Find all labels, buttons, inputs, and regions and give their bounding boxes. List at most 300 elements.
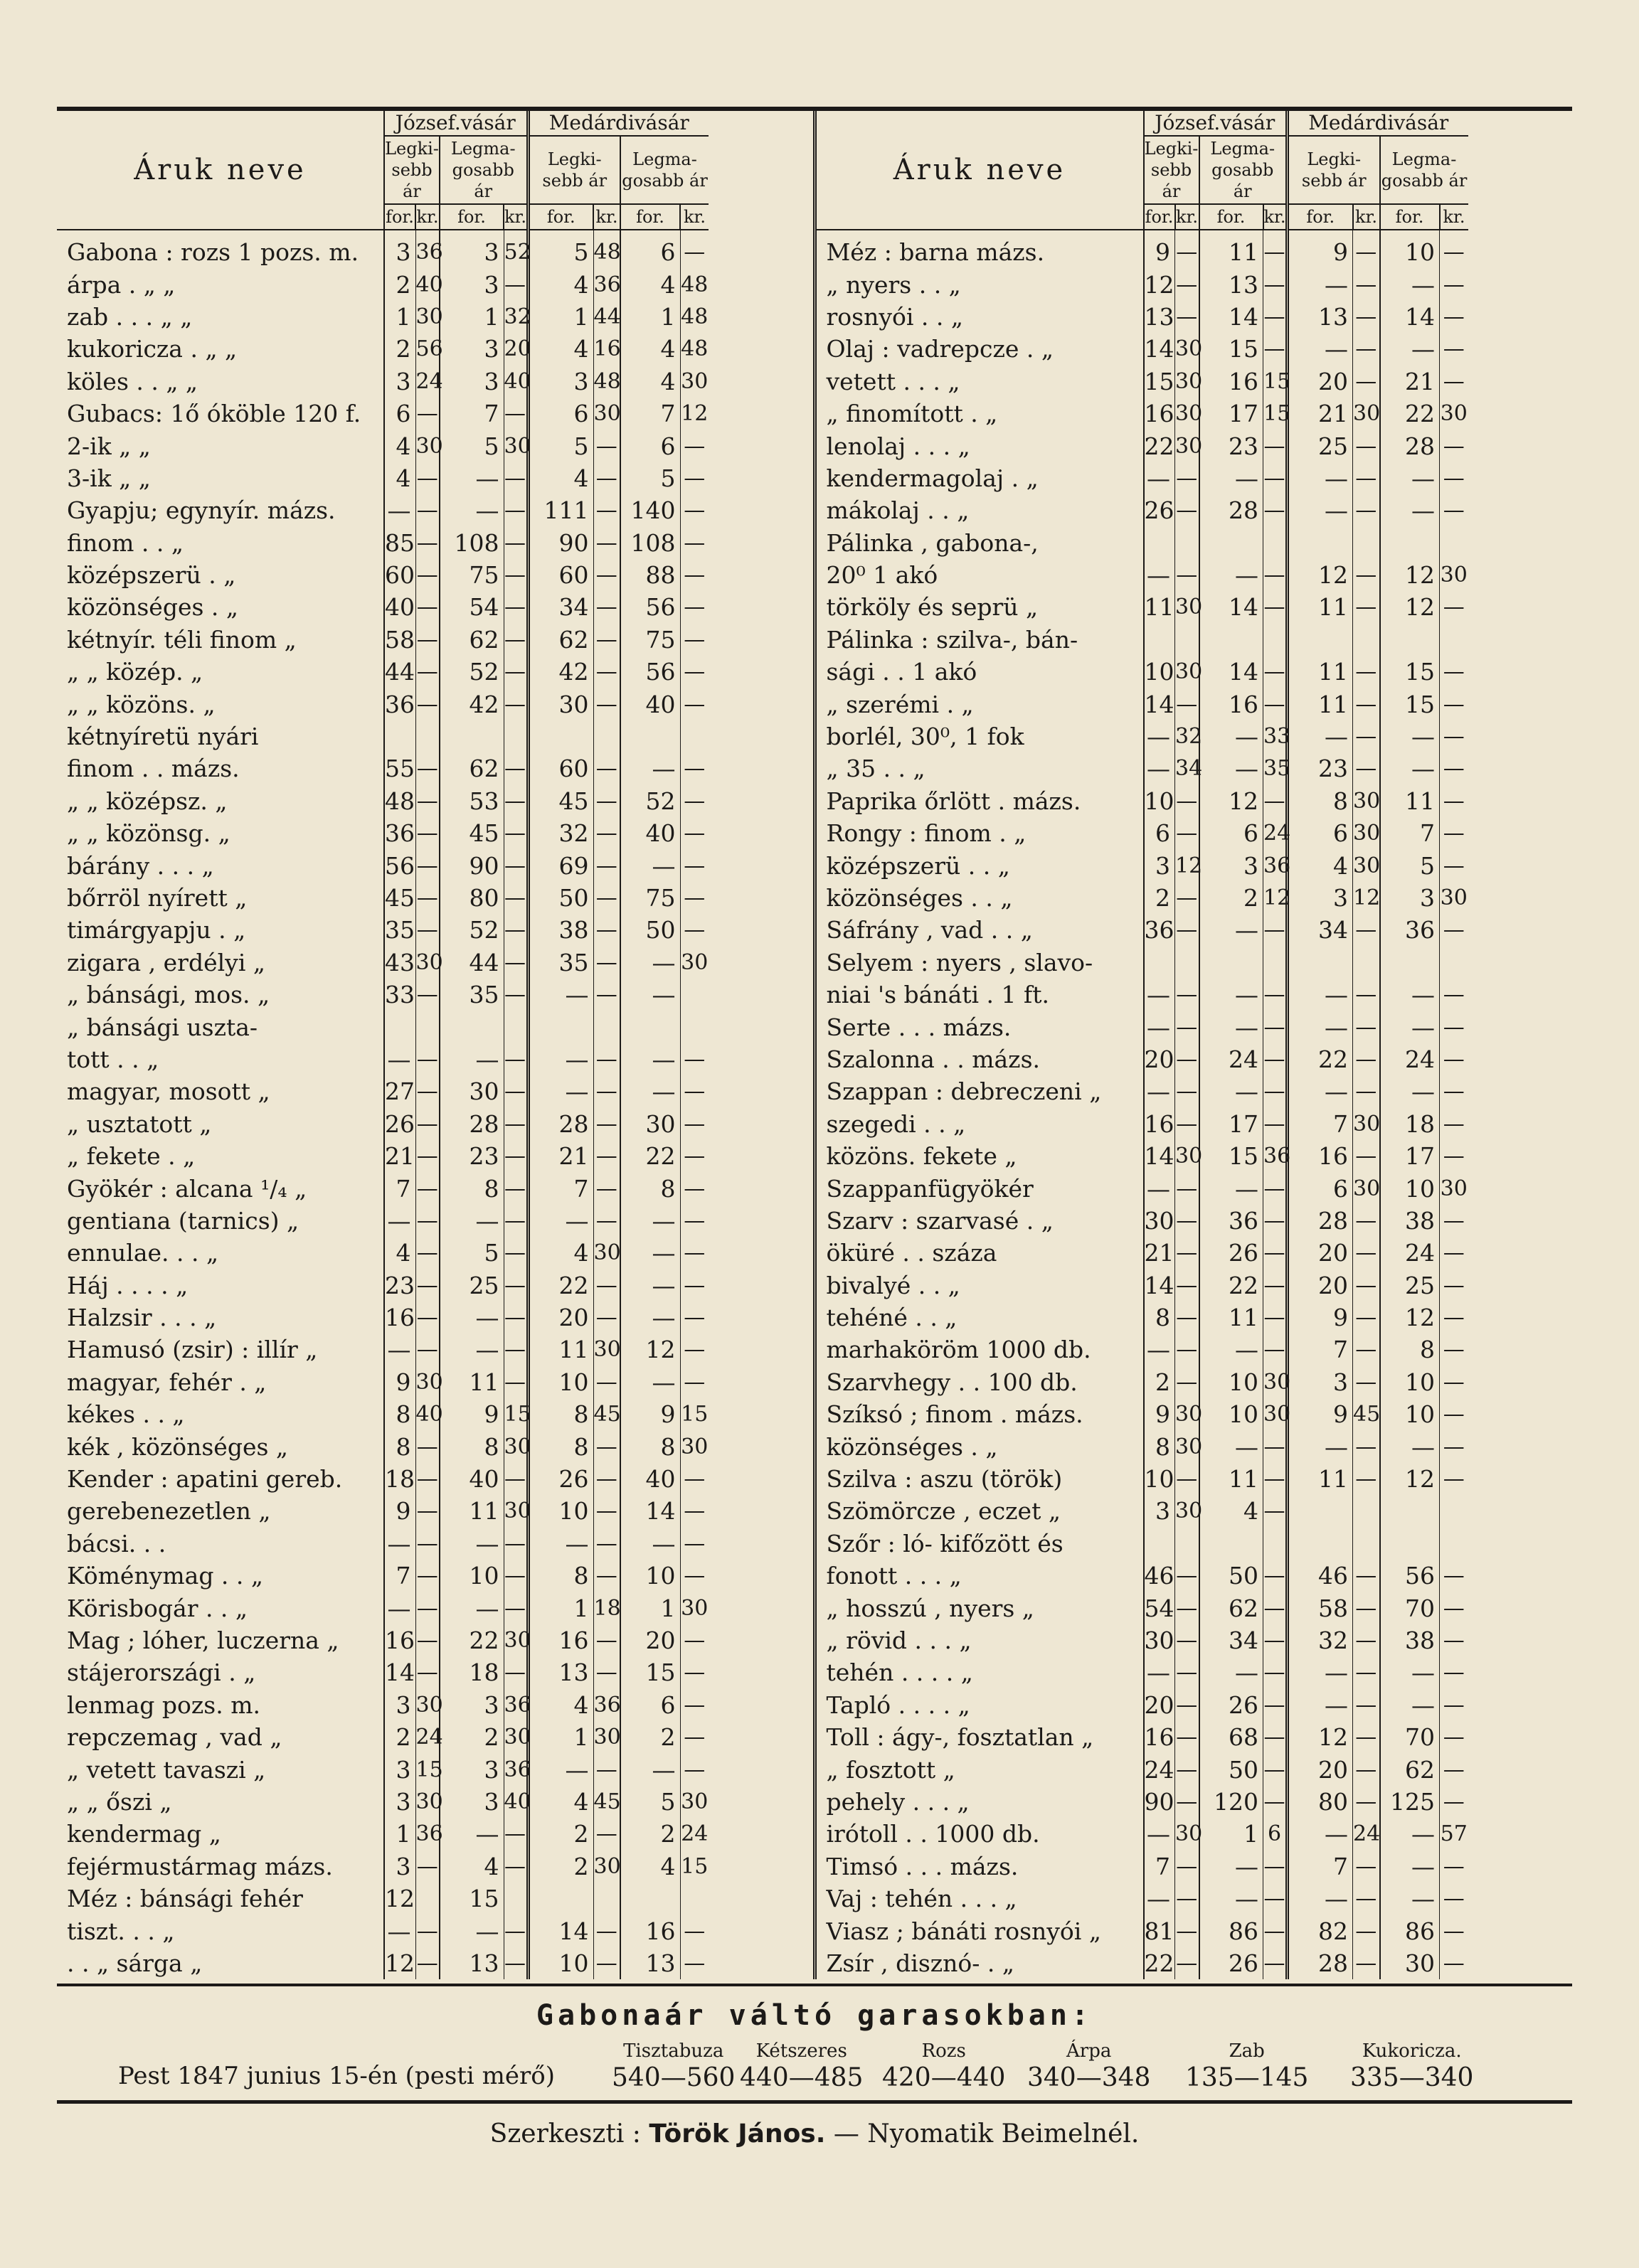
price-forint: 16 [1288, 1140, 1353, 1172]
price-forint: 22 [620, 1140, 680, 1172]
price-forint: 75 [620, 882, 680, 914]
price-krajcar: — [680, 1495, 709, 1527]
price-forint: 26 [1199, 1237, 1263, 1269]
price-krajcar: — [1175, 1624, 1199, 1656]
price-forint: 12 [1288, 1721, 1353, 1753]
price-krajcar: — [415, 688, 440, 720]
table-row [57, 979, 813, 1011]
price-forint: 28 [1380, 430, 1440, 462]
price-krajcar: — [1440, 1721, 1468, 1753]
price-forint: 8 [1144, 1430, 1175, 1462]
price-krajcar: — [593, 494, 620, 526]
price-krajcar: — [504, 1172, 528, 1204]
price-krajcar: — [1440, 1656, 1468, 1688]
price-forint: 26 [384, 1108, 415, 1140]
price-forint: 1 [528, 1721, 593, 1753]
table-row [57, 1108, 813, 1140]
price-krajcar: — [593, 882, 620, 914]
price-krajcar: — [1175, 688, 1199, 720]
price-krajcar: — [1263, 914, 1288, 946]
price-forint: 22 [1288, 1043, 1353, 1075]
table-row [817, 398, 1573, 430]
price-forint: — [528, 979, 593, 1011]
item-name: Szíksó ; finom . mázs. [826, 1400, 1083, 1429]
date-line: Pest 1847 junius 15-én (pesti mérő) [118, 2062, 555, 2091]
item-name: törköly és seprü „ [826, 593, 1039, 622]
price-forint: — [1144, 462, 1175, 494]
price-krajcar: — [1263, 1011, 1288, 1043]
item-name: kétnyír. téli finom „ [67, 625, 297, 654]
price-forint: 18 [384, 1463, 415, 1495]
price-forint: 13 [1144, 301, 1175, 333]
price-krajcar: — [1353, 1753, 1380, 1785]
item-name: Szömörcze , eczet „ [826, 1497, 1061, 1526]
item-name: „ bánsági uszta- [67, 1013, 258, 1041]
price-krajcar: — [415, 1205, 440, 1237]
price-krajcar: — [1353, 1786, 1380, 1818]
grain-price-col [1027, 2040, 1150, 2092]
price-krajcar: — [504, 1237, 528, 1269]
item-name: Zsír , disznó- . „ [826, 1949, 1014, 1977]
price-forint: 6 [1288, 1172, 1353, 1204]
price-krajcar [1353, 624, 1380, 656]
price-forint [1199, 1528, 1263, 1560]
price-krajcar: 36 [1263, 849, 1288, 881]
rows-right [817, 230, 1573, 1979]
price-forint: 15 [620, 1656, 680, 1688]
price-krajcar: — [593, 1366, 620, 1398]
price-krajcar: — [1263, 1656, 1288, 1688]
price-krajcar: — [1440, 1430, 1468, 1462]
price-krajcar [1175, 624, 1199, 656]
price-forint: 45 [528, 785, 593, 817]
price-krajcar: — [1175, 268, 1199, 300]
price-krajcar [593, 720, 620, 752]
price-forint: 2 [384, 333, 415, 365]
price-forint: 14 [1380, 301, 1440, 333]
price-forint: 17 [1199, 1108, 1263, 1140]
item-name: „ finomított . „ [826, 400, 998, 428]
price-forint [620, 1883, 680, 1915]
price-forint: 12 [384, 1947, 415, 1979]
price-krajcar: — [1263, 1333, 1288, 1365]
price-forint: — [1288, 1011, 1353, 1043]
table-row [57, 1237, 813, 1269]
price-forint: 36 [1144, 914, 1175, 946]
price-forint: — [528, 1205, 593, 1237]
price-forint: 3 [1380, 882, 1440, 914]
price-forint: 27 [384, 1075, 415, 1107]
price-krajcar: 40 [415, 268, 440, 300]
price-krajcar: 30 [1353, 1108, 1380, 1140]
price-forint: 21 [528, 1140, 593, 1172]
price-krajcar: — [1175, 1721, 1199, 1753]
price-forint: 81 [1144, 1915, 1175, 1947]
price-forint: 25 [1380, 1269, 1440, 1301]
price-krajcar: — [1175, 785, 1199, 817]
price-forint: 82 [1288, 1915, 1353, 1947]
table-row [57, 1592, 813, 1624]
price-krajcar: 30 [1175, 366, 1199, 398]
price-krajcar: — [1440, 785, 1468, 817]
price-forint: 11 [1288, 656, 1353, 688]
price-krajcar: — [680, 752, 709, 784]
grain-price-footer [57, 1986, 1572, 2100]
price-forint: 9 [1288, 230, 1353, 268]
grain-label: Kétszeres [755, 2040, 847, 2062]
table-row [817, 882, 1573, 914]
market1-header: József.vásár [1144, 111, 1288, 136]
price-forint: 38 [528, 914, 593, 946]
item-name: kendermagolaj . „ [826, 464, 1039, 492]
price-forint: — [620, 1205, 680, 1237]
price-krajcar: 30 [504, 1430, 528, 1462]
item-name: középszerü . „ [67, 561, 236, 590]
price-krajcar: — [415, 979, 440, 1011]
price-forint: — [620, 1366, 680, 1398]
price-krajcar: — [1353, 1140, 1380, 1172]
price-krajcar: — [415, 1108, 440, 1140]
price-forint: 17 [1199, 398, 1263, 430]
price-krajcar: — [1353, 1463, 1380, 1495]
table-row [817, 230, 1573, 268]
price-forint: 3 [384, 1753, 415, 1785]
price-krajcar: — [1353, 1721, 1380, 1753]
price-forint: 16 [384, 1624, 415, 1656]
price-forint [528, 720, 593, 752]
price-krajcar: — [680, 785, 709, 817]
price-krajcar: 36 [415, 1818, 440, 1850]
price-krajcar: — [1175, 1592, 1199, 1624]
table-row [817, 1495, 1573, 1527]
price-krajcar: — [1175, 1205, 1199, 1237]
price-krajcar: — [1175, 1366, 1199, 1398]
price-forint: — [620, 752, 680, 784]
price-forint: 10 [620, 1560, 680, 1592]
table-row [57, 624, 813, 656]
price-krajcar: — [1353, 430, 1380, 462]
price-forint: — [1380, 1883, 1440, 1915]
table-row [817, 1721, 1573, 1753]
price-krajcar: — [415, 1495, 440, 1527]
price-krajcar: — [1440, 1592, 1468, 1624]
table-row [817, 947, 1573, 979]
item-name: mákolaj . . „ [826, 496, 970, 525]
item-name: ennulae. . . „ [67, 1239, 219, 1267]
price-forint: 42 [440, 688, 504, 720]
price-krajcar: — [1263, 1560, 1288, 1592]
price-forint: — [384, 1592, 415, 1624]
table-row [57, 527, 813, 559]
price-krajcar: — [593, 1205, 620, 1237]
price-forint: — [384, 1043, 415, 1075]
price-krajcar: — [680, 1140, 709, 1172]
price-krajcar: 30 [504, 1721, 528, 1753]
price-forint: 26 [1144, 494, 1175, 526]
price-forint: 15 [1144, 366, 1175, 398]
price-forint: 90 [528, 527, 593, 559]
price-krajcar: 30 [1175, 1818, 1199, 1850]
table-row [817, 1333, 1573, 1365]
item-name: Olaj : vadrepcze . „ [826, 335, 1054, 363]
price-krajcar: 15 [680, 1851, 709, 1883]
price-forint: 10 [1144, 1463, 1175, 1495]
price-forint: 2 [528, 1818, 593, 1850]
price-forint: 16 [528, 1624, 593, 1656]
price-krajcar: 30 [504, 1624, 528, 1656]
price-krajcar: — [1440, 817, 1468, 849]
item-name: Körisbogár . . „ [67, 1594, 248, 1622]
price-forint: — [1380, 1851, 1440, 1883]
price-krajcar [1353, 527, 1380, 559]
price-krajcar: — [504, 1656, 528, 1688]
table-row [817, 1430, 1573, 1462]
price-krajcar: — [593, 1624, 620, 1656]
price-forint: 56 [1380, 1560, 1440, 1592]
price-krajcar: — [1440, 1786, 1468, 1818]
price-forint: 10 [1144, 785, 1175, 817]
price-forint: — [1380, 1011, 1440, 1043]
price-forint: 11 [1288, 688, 1353, 720]
price-forint: 15 [1380, 688, 1440, 720]
price-krajcar: — [1263, 1269, 1288, 1301]
price-forint: — [1144, 1172, 1175, 1204]
table-row [817, 979, 1573, 1011]
grain-label: Tisztabuza [623, 2040, 724, 2062]
price-forint: 62 [528, 624, 593, 656]
price-forint: 3 [1199, 849, 1263, 881]
price-krajcar: — [1263, 1883, 1288, 1915]
price-forint: 62 [440, 752, 504, 784]
price-krajcar: — [415, 1301, 440, 1333]
price-forint: 45 [384, 882, 415, 914]
item-name: irótoll . . 1000 db. [826, 1820, 1040, 1848]
krajcar-header: kr. [504, 204, 528, 230]
price-forint: 54 [1144, 1592, 1175, 1624]
table-row [57, 1205, 813, 1237]
price-forint: 17 [1380, 1140, 1440, 1172]
price-forint [1199, 947, 1263, 979]
price-krajcar: — [1175, 494, 1199, 526]
price-krajcar: — [1440, 1366, 1468, 1398]
price-forint: 6 [1144, 817, 1175, 849]
price-krajcar: — [504, 785, 528, 817]
price-forint: 35 [528, 947, 593, 979]
table-row [57, 785, 813, 817]
price-forint: 9 [1288, 1301, 1353, 1333]
price-forint: 14 [1144, 333, 1175, 365]
price-forint: — [1380, 333, 1440, 365]
price-forint: — [1380, 268, 1440, 300]
price-krajcar: — [680, 230, 709, 268]
price-forint: 6 [620, 230, 680, 268]
price-krajcar: 30 [1440, 398, 1468, 430]
price-forint: 108 [620, 527, 680, 559]
price-forint: 22 [1380, 398, 1440, 430]
price-forint: 10 [1380, 1172, 1440, 1204]
table-row [57, 1463, 813, 1495]
price-krajcar: — [680, 559, 709, 591]
price-krajcar: 36 [593, 1689, 620, 1721]
item-name: „ „ középsz. „ [67, 787, 228, 815]
price-krajcar: — [504, 752, 528, 784]
price-krajcar: 30 [680, 947, 709, 979]
price-forint: 13 [440, 1947, 504, 1979]
price-krajcar: 30 [680, 1592, 709, 1624]
item-name: Mag ; lóher, luczerna „ [67, 1626, 339, 1654]
price-forint [1288, 1528, 1353, 1560]
price-forint: — [1144, 1883, 1175, 1915]
table-row [57, 398, 813, 430]
price-krajcar [1175, 527, 1199, 559]
price-forint: 30 [1144, 1624, 1175, 1656]
price-krajcar: — [1353, 1301, 1380, 1333]
price-forint: 56 [620, 591, 680, 623]
table-row [57, 1333, 813, 1365]
price-forint: — [1288, 268, 1353, 300]
table-row [817, 430, 1573, 462]
price-krajcar: — [593, 1463, 620, 1495]
price-krajcar: — [1353, 1851, 1380, 1883]
price-forint: 1 [528, 1592, 593, 1624]
table-row [817, 752, 1573, 784]
price-krajcar: — [593, 1430, 620, 1462]
item-name: Paprika őrlött . mázs. [826, 787, 1081, 815]
price-krajcar: — [1175, 1333, 1199, 1365]
item-name: Szappan : debreczeni „ [826, 1077, 1102, 1106]
price-krajcar: — [1175, 1560, 1199, 1592]
price-forint: 70 [1380, 1721, 1440, 1753]
price-krajcar: — [504, 1205, 528, 1237]
price-forint: 13 [528, 1656, 593, 1688]
price-krajcar: — [504, 1947, 528, 1979]
price-forint: 6 [384, 398, 415, 430]
item-name: közönséges . „ [67, 593, 238, 622]
price-forint: 2 [528, 1851, 593, 1883]
item-name: bőrröl nyírett „ [67, 884, 248, 912]
item-name: középszerü . . „ [826, 851, 1010, 880]
price-krajcar: — [1440, 1205, 1468, 1237]
item-name: Vaj : tehén . . . „ [826, 1885, 1017, 1913]
price-forint: 32 [528, 817, 593, 849]
price-forint: — [1288, 494, 1353, 526]
price-krajcar: — [680, 1915, 709, 1947]
price-krajcar: — [680, 882, 709, 914]
price-forint: — [1199, 1011, 1263, 1043]
price-krajcar: — [593, 947, 620, 979]
price-krajcar: — [680, 1237, 709, 1269]
price-forint: 10 [528, 1947, 593, 1979]
item-name: Gyapju; egynyír. mázs. [67, 496, 336, 525]
price-krajcar: — [1175, 1689, 1199, 1721]
price-forint: — [1199, 720, 1263, 752]
price-forint: 30 [1380, 1947, 1440, 1979]
low-price-header: Legki-sebb ár [1288, 136, 1380, 204]
price-krajcar: 30 [1175, 333, 1199, 365]
price-krajcar: — [1353, 1656, 1380, 1688]
price-krajcar: — [415, 882, 440, 914]
price-forint: 58 [1288, 1592, 1353, 1624]
table-row [57, 230, 813, 268]
item-name: . . „ sárga „ [67, 1949, 203, 1977]
price-forint: 1 [1199, 1818, 1263, 1850]
price-forint: 50 [1199, 1560, 1263, 1592]
price-forint: 11 [440, 1495, 504, 1527]
price-krajcar: 30 [504, 1495, 528, 1527]
price-krajcar: — [1175, 1656, 1199, 1688]
price-forint: — [1199, 1172, 1263, 1204]
price-forint: 20 [1288, 1753, 1353, 1785]
table-row [57, 1883, 813, 1915]
price-forint: 52 [620, 785, 680, 817]
price-krajcar: — [504, 624, 528, 656]
price-krajcar: 30 [1353, 849, 1380, 881]
grain-value: 340—348 [1027, 2063, 1151, 2093]
price-krajcar: — [1263, 1689, 1288, 1721]
price-forint [528, 1883, 593, 1915]
table-row [57, 1011, 813, 1043]
price-forint: 7 [440, 398, 504, 430]
price-forint: — [1380, 979, 1440, 1011]
price-forint: 15 [1199, 333, 1263, 365]
price-krajcar: — [1353, 462, 1380, 494]
price-forint: — [384, 1915, 415, 1947]
price-forint: — [1199, 1075, 1263, 1107]
price-krajcar [680, 1011, 709, 1043]
low-price-header: Legki-sebb ár [528, 136, 620, 204]
price-krajcar [593, 1011, 620, 1043]
price-krajcar: — [1263, 1463, 1288, 1495]
price-forint: 7 [384, 1172, 415, 1204]
grain-label: Zab [1229, 2040, 1265, 2062]
price-forint: — [1288, 1818, 1353, 1850]
item-name: vetett . . . „ [826, 367, 960, 395]
price-forint: 21 [1144, 1237, 1175, 1269]
table-row [817, 1915, 1573, 1947]
printer-note: — Nyomatik Beimelnél. [833, 2119, 1140, 2149]
price-krajcar: — [1353, 1689, 1380, 1721]
price-forint: 75 [440, 559, 504, 591]
item-name: Gyökér : alcana ¹/₄ „ [67, 1174, 307, 1203]
price-forint: 33 [384, 979, 415, 1011]
price-krajcar [1440, 624, 1468, 656]
price-forint: 4 [528, 333, 593, 365]
table-row [817, 527, 1573, 559]
price-krajcar [680, 979, 709, 1011]
price-krajcar: 30 [1175, 1398, 1199, 1430]
price-krajcar: — [1263, 1237, 1288, 1269]
price-krajcar: 30 [1263, 1398, 1288, 1430]
price-forint: — [1288, 462, 1353, 494]
price-krajcar: — [1353, 1075, 1380, 1107]
price-krajcar: — [1175, 1269, 1199, 1301]
price-krajcar [1263, 624, 1288, 656]
item-name: bivalyé . . „ [826, 1271, 960, 1299]
table-row [57, 688, 813, 720]
item-name: „ „ közönsg. „ [67, 819, 230, 848]
price-forint: 11 [1288, 1463, 1353, 1495]
table-row [57, 1495, 813, 1527]
table-row [57, 1398, 813, 1430]
forint-header: for. [1144, 204, 1175, 230]
price-krajcar: — [1440, 1398, 1468, 1430]
price-krajcar: — [415, 527, 440, 559]
price-forint: 36 [1380, 914, 1440, 946]
price-krajcar: — [1440, 301, 1468, 333]
table-row [57, 1172, 813, 1204]
price-forint: 7 [1288, 1108, 1353, 1140]
price-forint: 23 [1199, 430, 1263, 462]
